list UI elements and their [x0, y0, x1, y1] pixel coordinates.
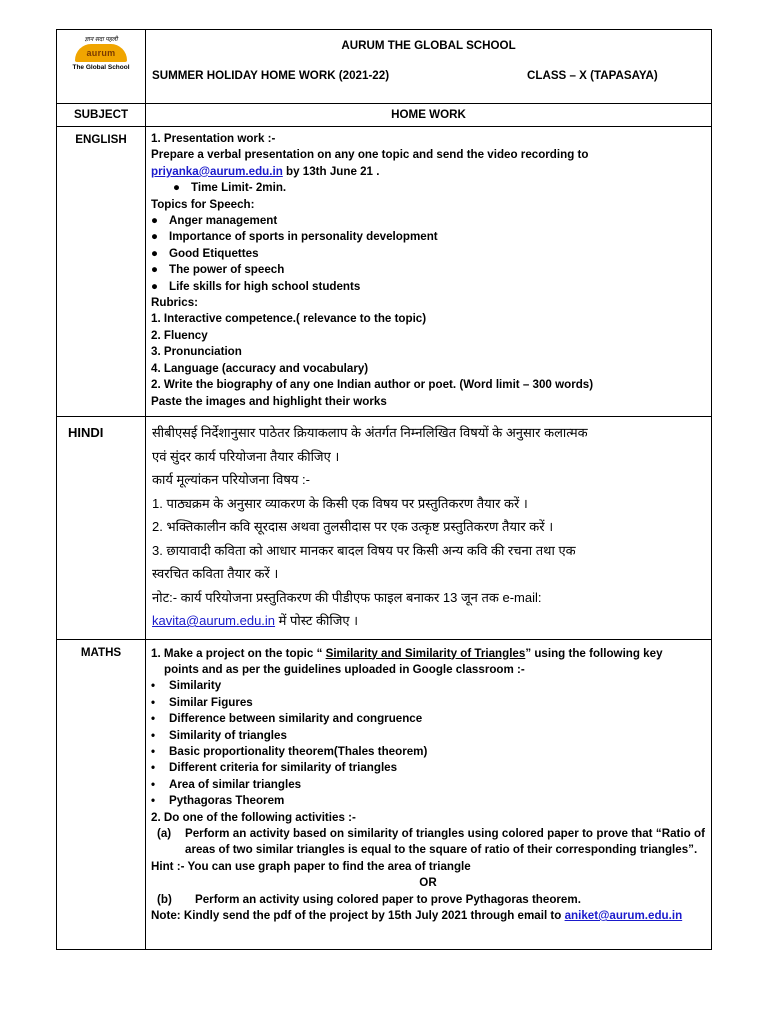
maths-or: OR — [419, 876, 437, 890]
hindi-note-end: में पोस्ट कीजिए । — [275, 613, 359, 628]
bullet-icon: ● — [151, 246, 159, 260]
maths-hint: Hint :- You can use graph paper to find the area of triangle — [151, 859, 471, 873]
class-label: CLASS – X (TAPASAYA) — [527, 69, 658, 82]
bullet-icon: ● — [173, 181, 181, 195]
activity-b-text: Perform an activity using colored paper to prove Pythagoras theorem. — [195, 892, 581, 906]
bullet-icon: ● — [151, 214, 159, 228]
bullet-icon: ● — [151, 279, 159, 293]
activity-b-label: (b) — [157, 892, 172, 906]
subject-column-header: SUBJECT — [57, 104, 146, 127]
logo-emblem — [75, 44, 127, 62]
maths-note: Note: Kindly send the pdf of the project by 15th July 2021 through email to — [151, 909, 565, 922]
column-header-row — [57, 104, 712, 127]
activity-a-label: (a) — [157, 826, 172, 840]
document-page — [56, 29, 712, 950]
maths-task1-topic: Similarity and Similarity of Triangles — [325, 646, 526, 660]
bullet-icon: • — [151, 679, 156, 693]
english-task1-title: 1. Presentation work :- — [151, 132, 276, 145]
english-topics-title: Topics for Speech: — [151, 197, 255, 211]
hindi-item-2: 2. भक्तिकालीन कवि सूरदास अथवा तुलसीदास पर एक उत्कृष्ट प्रस्तुतिकरण तैयार करें । — [152, 519, 554, 534]
bullet-icon: • — [151, 761, 156, 775]
hindi-subject-label: HINDI — [57, 417, 146, 640]
english-deadline: by 13th June 21 . — [282, 164, 380, 178]
hindi-homework — [146, 417, 712, 640]
list-item: Difference between similarity and congruence — [169, 712, 423, 726]
english-task2: 2. Write the biography of any one Indian author or poet. (Word limit – 300 words) — [151, 378, 594, 392]
bullet-icon: • — [151, 695, 156, 709]
homework-table — [56, 29, 712, 950]
hindi-subheading: कार्य मूल्यांकन परियोजना विषय :- — [152, 472, 310, 487]
maths-subject-label: MATHS — [57, 639, 146, 949]
school-name: AURUM THE GLOBAL SCHOOL — [341, 39, 516, 52]
list-item: Area of similar triangles — [169, 777, 302, 791]
english-task2-note: Paste the images and highlight their works — [151, 394, 387, 408]
list-item: Anger management — [169, 214, 278, 228]
maths-task1-suffix: ” using the following key — [525, 646, 663, 660]
activity-a-text: Perform an activity based on similarity of triangles using colored paper to prove that “Ratio of areas of two similar triangles is equal to the square of ratio of their corresponding triangles”. — [185, 826, 705, 857]
hindi-intro-line2: एवं सुंदर कार्य परियोजना तैयार कीजिए । — [152, 448, 340, 464]
list-item: Different criteria for similarity of triangles — [169, 761, 398, 775]
maths-task1-cont: points and as per the guidelines uploaded in Google classroom :- — [164, 662, 525, 676]
hindi-row — [57, 417, 712, 640]
list-item: Importance of sports in personality development — [169, 230, 438, 244]
list-item: Good Etiquettes — [169, 246, 259, 260]
list-item: Pythagoras Theorem — [169, 794, 285, 808]
header-row — [57, 30, 712, 104]
bullet-icon: • — [151, 794, 156, 808]
list-item: Similarity — [169, 679, 222, 693]
homework-column-header: HOME WORK — [146, 104, 712, 127]
list-item: 3. Pronunciation — [151, 345, 242, 359]
english-rubrics-title: Rubrics: — [151, 296, 199, 310]
list-item: The power of speech — [169, 263, 285, 277]
list-item: 4. Language (accuracy and vocabulary) — [151, 361, 369, 375]
list-item: 1. Interactive competence.( relevance to the topic) — [151, 312, 427, 326]
hindi-intro-line1: सीबीएसई निर्देशानुसार पाठेतर क्रियाकलाप के अंतर्गत निम्नलिखित विषयों के अनुसार कलात्मक — [152, 425, 588, 440]
hindi-item-3b: स्वरचित कविता तैयार करें । — [152, 566, 279, 581]
bullet-icon: • — [151, 744, 156, 758]
school-logo — [70, 35, 132, 97]
english-time-limit: Time Limit- 2min. — [191, 181, 287, 195]
maths-email-link[interactable]: aniket@aurum.edu.in — [564, 909, 683, 922]
maths-task1-prefix: 1. Make a project on the topic “ — [151, 646, 326, 660]
logo-tagline: ज्ञान सदा पहली — [84, 37, 118, 43]
list-item: Basic proportionality theorem(Thales theorem) — [169, 744, 428, 758]
hindi-note: नोट:- कार्य परियोजना प्रस्तुतिकरण की पीडीएफ फाइल बनाकर 13 जून तक e-mail: — [152, 589, 542, 605]
list-item: 2. Fluency — [151, 328, 208, 342]
english-homework — [146, 127, 712, 417]
bullet-icon: ● — [151, 230, 159, 244]
homework-title: SUMMER HOLIDAY HOME WORK (2021-22) — [152, 69, 390, 82]
logo-cell — [57, 30, 146, 104]
logo-word: aurum — [86, 48, 116, 58]
bullet-icon: • — [151, 777, 156, 791]
list-item: Similarity of triangles — [169, 728, 287, 742]
english-email-link[interactable]: priyanka@aurum.edu.in — [151, 164, 283, 178]
hindi-email-link[interactable]: kavita@aurum.edu.in — [152, 613, 276, 628]
logo-subtitle: The Global School — [72, 64, 130, 71]
hindi-item-1: 1. पाठ्यक्रम के अनुसार व्याकरण के किसी एक विषय पर प्रस्तुतिकरण तैयार करें । — [152, 495, 528, 511]
bullet-icon: ● — [151, 263, 159, 277]
maths-task2-title: 2. Do one of the following activities :- — [151, 810, 356, 824]
english-task1-desc: Prepare a verbal presentation on any one topic and send the video recording to — [151, 148, 589, 162]
list-item: Life skills for high school students — [169, 279, 361, 293]
hindi-item-3a: 3. छायावादी कविता को आधार मानकर बादल विषय पर किसी अन्य कवि की रचना तथा एक — [152, 542, 576, 558]
bullet-icon: • — [151, 712, 156, 726]
maths-row — [57, 639, 712, 949]
list-item: Similar Figures — [169, 695, 253, 709]
maths-homework — [146, 639, 712, 949]
english-row — [57, 127, 712, 417]
header-title-cell — [146, 30, 712, 104]
english-subject-label: ENGLISH — [57, 127, 146, 417]
bullet-icon: • — [151, 728, 156, 742]
